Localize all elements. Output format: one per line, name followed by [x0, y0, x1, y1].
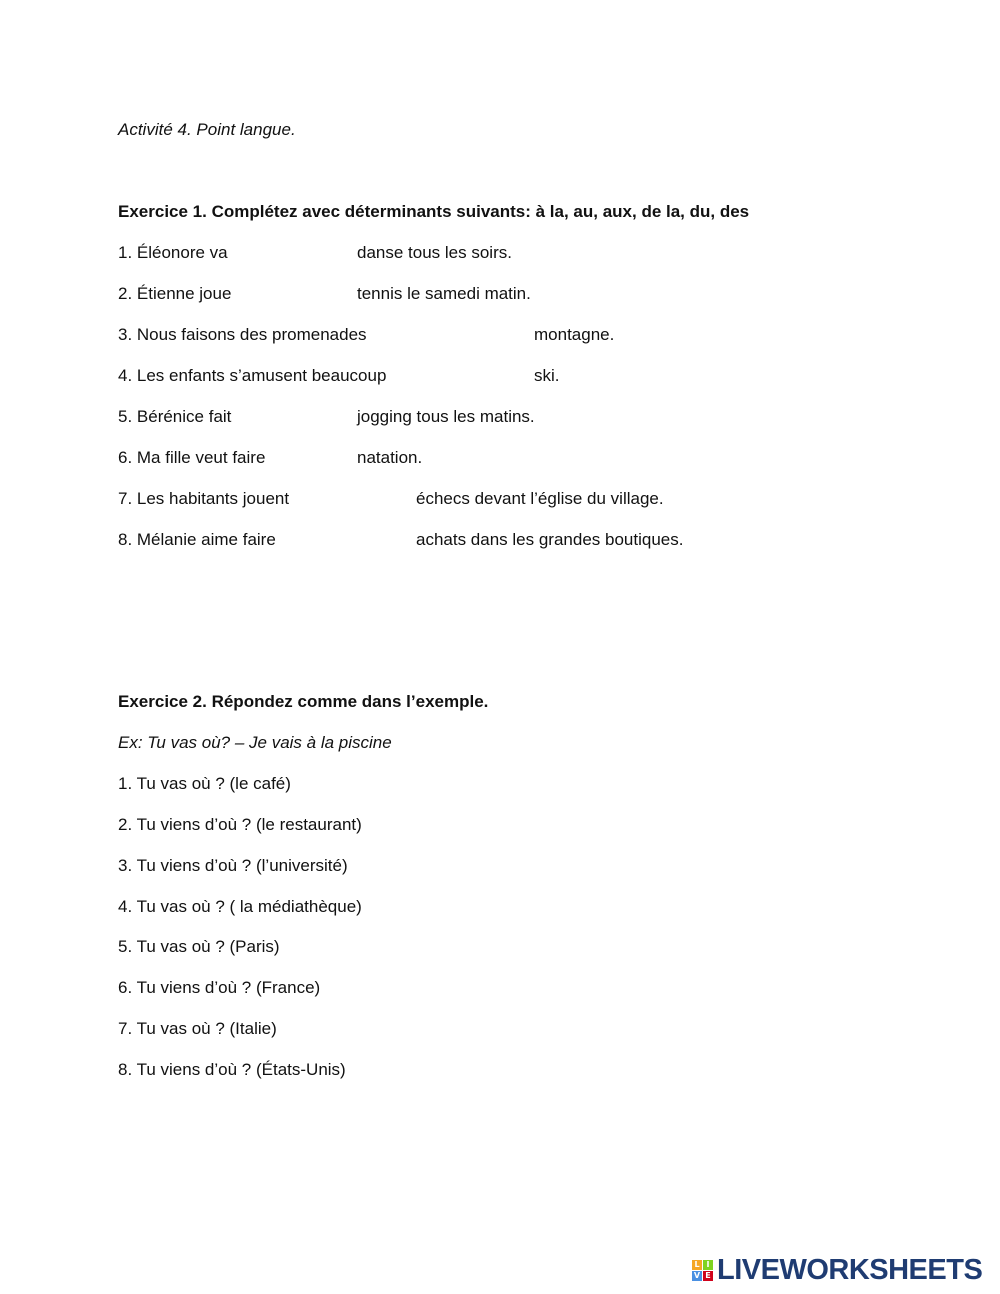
- exercise1-blank[interactable]: [240, 242, 352, 264]
- exercise1-item-start: 6. Ma fille veut faire: [118, 448, 266, 467]
- exercise1-item-start: 8. Mélanie aime faire: [118, 530, 276, 549]
- exercise1-item-start: 7. Les habitants jouent: [118, 489, 290, 508]
- liveworksheets-logo-text: LIVEWORKSHEETS: [717, 1253, 983, 1286]
- liveworksheets-logo: [692, 1255, 982, 1285]
- exercise1-item-end: ski.: [534, 366, 560, 385]
- exercise1-blank[interactable]: [246, 283, 352, 305]
- liveworksheets-logo-mark: [692, 1260, 713, 1281]
- exercise2-example: Ex: Tu vas où? – Je vais à la piscine: [118, 733, 392, 752]
- exercise2-item: 4. Tu vas où ? ( la médiathèque): [118, 897, 362, 916]
- exercise1-item-end: jogging tous les matins.: [357, 407, 535, 426]
- exercise1-blank[interactable]: [398, 324, 528, 346]
- logo-mark-letter: E: [703, 1271, 713, 1281]
- exercise1-blank[interactable]: [314, 488, 410, 510]
- exercise1-blank[interactable]: [420, 365, 528, 387]
- exercise1-heading: Exercice 1. Complétez avec déterminants suivants: à la, au, aux, de la, du, des: [118, 202, 750, 221]
- exercise1-blank[interactable]: [248, 406, 352, 428]
- exercise1-item-end: achats dans les grandes boutiques.: [416, 530, 684, 549]
- exercise1-item-end: danse tous les soirs.: [357, 243, 512, 262]
- exercise2-item: 2. Tu viens d’où ? (le restaurant): [118, 815, 362, 834]
- exercise1-item-start: 3. Nous faisons des promenades: [118, 325, 367, 344]
- exercise2-item: 6. Tu viens d’où ? (France): [118, 978, 321, 997]
- exercise1-item-start: 5. Bérénice fait: [118, 407, 232, 426]
- exercise1-item-start: 1. Éléonore va: [118, 243, 228, 262]
- exercise2-heading: Exercice 2. Répondez comme dans l’exemple.: [118, 692, 489, 711]
- activity-title: Activité 4. Point langue.: [118, 120, 296, 139]
- exercise2-item: 1. Tu vas où ? (le café): [118, 774, 291, 793]
- exercise2-item: 8. Tu viens d’où ? (États-Unis): [118, 1060, 346, 1079]
- logo-mark-letter: I: [703, 1260, 713, 1270]
- logo-mark-letter: V: [693, 1270, 701, 1280]
- exercise2-item: 7. Tu vas où ? (Italie): [118, 1019, 277, 1038]
- exercise1-item-start: 4. Les enfants s’amusent beaucoup: [118, 366, 387, 385]
- exercise1-item-end: montagne.: [534, 325, 615, 344]
- exercise2-item: 5. Tu vas où ? (Paris): [118, 937, 280, 956]
- exercise1-item-end: natation.: [357, 448, 423, 467]
- exercise1-item-start: 2. Étienne joue: [118, 284, 232, 303]
- exercise1-blank[interactable]: [284, 447, 352, 469]
- exercise1-blank[interactable]: [296, 529, 410, 551]
- exercise1-item-end: échecs devant l’église du village.: [416, 489, 664, 508]
- exercise2-item: 3. Tu viens d’où ? (l’université): [118, 856, 348, 875]
- logo-mark-letter: L: [692, 1260, 702, 1270]
- exercise1-item-end: tennis le samedi matin.: [357, 284, 531, 303]
